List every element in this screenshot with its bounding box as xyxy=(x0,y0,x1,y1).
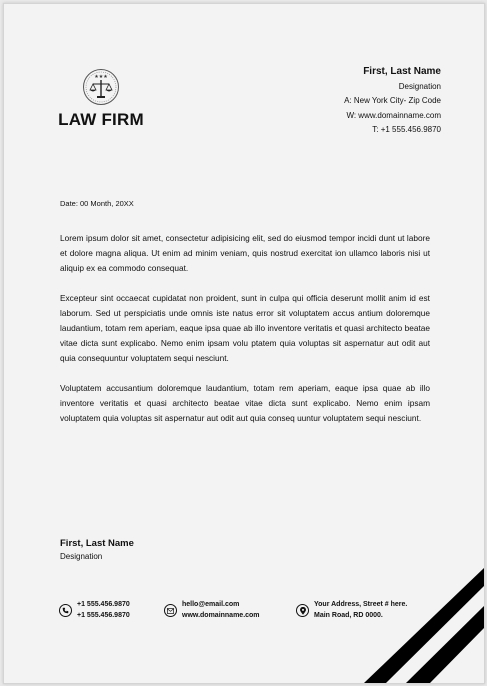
footer-phone-2: +1 555.456.9870 xyxy=(77,611,130,619)
signature-name: First, Last Name xyxy=(60,538,134,549)
signature-designation: Designation xyxy=(60,552,103,561)
sender-address: A: New York City- Zip Code xyxy=(344,96,441,105)
footer-website[interactable]: www.domainname.com xyxy=(182,611,260,619)
footer-address-line-2: Main Road, RD 0000. xyxy=(314,611,383,619)
letter-date: Date: 00 Month, 20XX xyxy=(60,199,134,208)
signature-block xyxy=(60,537,134,563)
firm-name: LAW FIRM xyxy=(58,110,144,129)
sender-block xyxy=(344,65,441,138)
phone-icon xyxy=(59,604,72,617)
paragraph: Lorem ipsum dolor sit amet, consectetur adipisicing elit, sed do eiusmod tempor incidi dunt ut labore et dolore magna aliqua. Ut enim ad minim veniam, quis nostrud exercitat ion ullamco laboris nisi ut aliquip ex ea commodo consequat. xyxy=(60,233,430,273)
letter-body xyxy=(60,231,430,441)
footer-email xyxy=(164,600,260,621)
paragraph: Excepteur sint occaecat cupidatat non proident, sunt in culpa qui officia deserunt mollit anim id est laborum. Sed ut perspiciatis unde omnis iste natus error sit voluptatem accus antium doloremque laudantium, totam rem aperiam, eaque ipsa quae ab illo inventore veritatis et quasi architecto beatae vitae dicta sunt explicabo. Nemo enim ipsam volu ptatem quia voluptas sit aspernatur aut odit aut quia consequuntur voluptatem sequi nesciunt. xyxy=(60,293,430,363)
footer-address-line-1: Your Address, Street # here. xyxy=(314,601,408,608)
corner-stripes xyxy=(364,568,484,683)
location-pin-icon xyxy=(296,604,309,617)
sender-phone: T: +1 555.456.9870 xyxy=(372,125,441,134)
mail-icon xyxy=(164,604,177,617)
footer-email-address[interactable]: hello@email.com xyxy=(182,601,240,608)
footer-phone-1: +1 555.456.9870 xyxy=(77,601,130,608)
footer-phone xyxy=(59,600,130,621)
logo xyxy=(56,68,146,130)
svg-text:★★★: ★★★ xyxy=(94,74,108,80)
sender-website: W: www.domainname.com xyxy=(346,110,441,120)
paragraph: Voluptatem accusantium doloremque laudantium, totam rem aperiam, eaque ipsa quae ab illo inventore veritatis et quasi architecto beatae vitae dicta sunt explicabo. Nemo enim ipsam voluptatem quia voluptas sit aspernatur aut odit aut quia conseq uuntur voluptatem sequi nesciunt. xyxy=(60,383,430,423)
sender-designation: Designation xyxy=(398,81,441,91)
letterhead-page xyxy=(3,3,485,684)
sender-name: First, Last Name xyxy=(363,66,441,77)
scales-of-justice-icon xyxy=(82,68,120,106)
